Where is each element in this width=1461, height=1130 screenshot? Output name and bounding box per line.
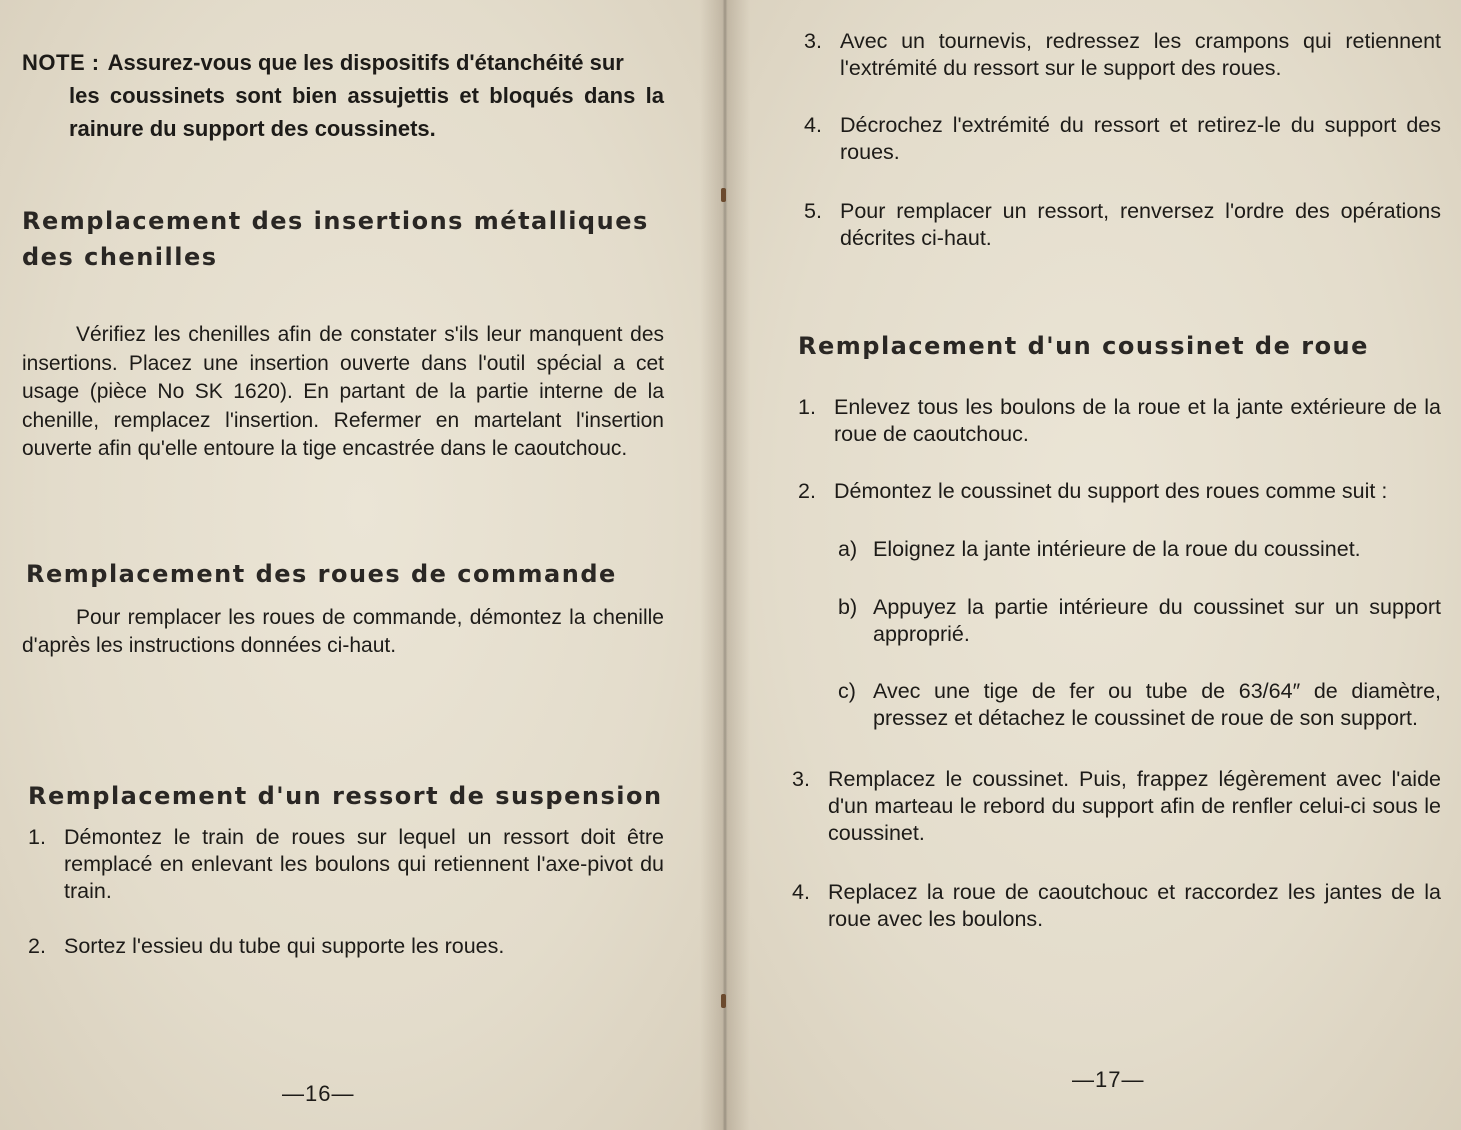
note-block [22,46,664,145]
note-first-line: Assurez-vous que les dispositifs d'étanchéité sur [107,50,624,75]
section-heading-coussinet: Remplacement d'un coussinet de roue [798,332,1369,360]
insertions-paragraph: Vérifiez les chenilles afin de constater s'ils leur manquent des insertions. Placez une insertion ouverte dans l'outil spécial a cet usage (pièce No SK 1620). En partant de la partie interne de la chenille, remplacez l'insertion. Refermer en martelant l'insertion ouverte afin qu'elle entoure la tige encastrée dans le caoutchouc. [22,323,664,460]
ressort-steps [22,824,664,960]
left-page [0,0,724,1130]
list-item: 1. Enlevez tous les boulons de la roue et la jante extérieure de la roue de caoutchouc. [798,395,1441,446]
coussinet-steps-end [792,766,1441,933]
list-item: 2. Sortez l'essieu du tube qui supporte les roues. [28,933,505,958]
page-number-left: —16— [282,1081,355,1106]
list-item: 2. Démontez le coussinet du support des roues comme suit : [798,479,1388,503]
list-item: c) Avec une tige de fer ou tube de 63/64″ de diamètre, pressez et détachez le coussinet de roue de son support. [838,679,1441,730]
list-item: 1. Démontez le train de roues sur lequel un ressort doit être remplacé en enlevant les boulons qui retiennent l'axe-pivot du train. [28,824,664,903]
list-item: 5. Pour remplacer un ressort, renversez l'ordre des opérations décrites ci-haut. [804,199,1441,250]
section-heading-roues-commande: Remplacement des roues de commande [26,559,617,588]
page-number-right: —17— [1072,1067,1145,1092]
list-item: 4. Replacez la roue de caoutchouc et raccordez les jantes de la roue avec les boulons. [792,880,1441,931]
list-item: b) Appuyez la partie intérieure du coussinet sur un support approprié. [838,595,1441,646]
ressort-steps-continued [804,28,1441,252]
note-label: NOTE : [22,50,100,75]
coussinet-steps [798,394,1441,505]
list-item: 3. Remplacez le coussinet. Puis, frappez légèrement avec l'aide d'un marteau le rebord du support afin de renfler celui-ci sous le coussinet. [792,767,1441,845]
roues-commande-paragraph: Pour remplacer les roues de commande, démontez la chenille d'après les instructions données ci-haut. [22,605,664,657]
list-item: 3. Avec un tournevis, redressez les crampons qui retiennent l'extrémité du ressort sur le support des roues. [804,29,1441,80]
section-heading-ressort: Remplacement d'un ressort de suspension [28,781,663,810]
note-body: les coussinets sont bien assujettis et bloqués dans la rainure du support des coussinets. [69,83,664,141]
coussinet-substeps [804,536,1441,732]
list-item: 4. Décrochez l'extrémité du ressort et retirez-le du support des roues. [804,113,1441,164]
staple-mark [721,994,726,1008]
staple-mark [721,188,726,202]
right-page [724,0,1461,1130]
list-item: a) Eloignez la jante intérieure de la roue du coussinet. [838,537,1361,561]
section-heading-insertions: Remplacement des insertions métalliques des chenilles [22,207,649,271]
